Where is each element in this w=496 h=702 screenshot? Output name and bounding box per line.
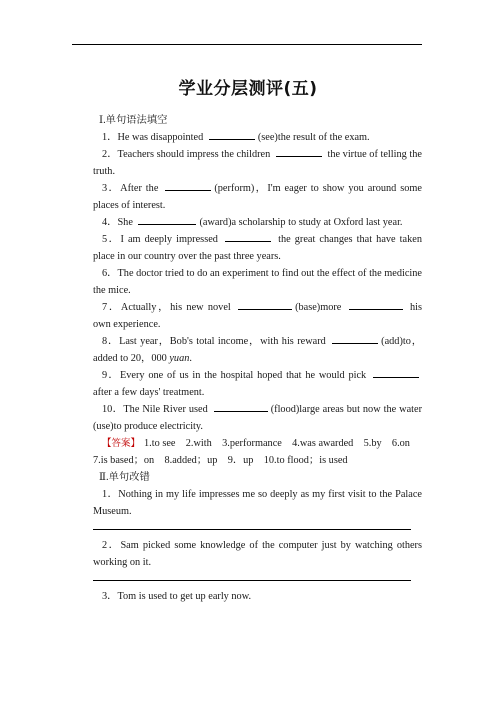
answer-line[interactable]	[93, 580, 411, 581]
section-heading-grammar: Ⅰ.单句语法填空	[99, 115, 168, 126]
answer-label: 【答案】	[102, 438, 141, 449]
question-9: 9．Every one of us in the hospital hoped that he would pick after a few days' treatment.	[93, 367, 422, 401]
answer-text: 1.to see 2.with 3.performance 4.was awarded 5.by 6.on 7.is based；on 8.added；up 9．up 10.to flood；is used	[93, 438, 421, 466]
question-3: 3．After the (perform)，I'm eager to show you around some places of interest.	[93, 180, 422, 214]
answer-blank[interactable]	[276, 146, 322, 157]
answer-blank[interactable]	[214, 401, 268, 412]
question-5: 5．I am deeply impressed the great changes that have taken place in our country over the past three years.	[93, 231, 422, 265]
document-body	[93, 112, 422, 605]
correction-question-3: 3．Tom is used to get up early now.	[102, 591, 252, 602]
answer-line[interactable]	[93, 529, 411, 530]
header-rule	[72, 44, 422, 45]
correction-question-2: 2．Sam picked some knowledge of the computer just by watching others working on it.	[93, 540, 422, 568]
page-title: 学业分层测评(五)	[178, 79, 318, 99]
answer-blank[interactable]	[165, 180, 211, 191]
answer-blank[interactable]	[238, 299, 292, 310]
section-heading-correction: Ⅱ.单句改错	[99, 472, 150, 483]
question-4: 4．She (award)a scholarship to study at Oxford last year.	[93, 214, 422, 231]
question-6: 6．The doctor tried to do an experiment to find out the effect of the medicine the mice.	[93, 268, 422, 296]
answer-blank[interactable]	[332, 333, 378, 344]
answer-blank[interactable]	[373, 367, 419, 378]
answer-key	[93, 435, 422, 469]
correction-question-1: 1．Nothing in my life impresses me so deeply as my first visit to the Palace Museum.	[93, 489, 422, 517]
answer-blank[interactable]	[138, 214, 196, 225]
answer-blank[interactable]	[209, 129, 255, 140]
answer-blank[interactable]	[225, 231, 271, 242]
question-1: 1．He was disappointed (see)the result of the exam.	[93, 129, 422, 146]
question-7: 7．Actually，his new novel (base)more his own experience.	[93, 299, 422, 333]
question-10: 10．The Nile River used (flood)large areas but now the water (use)to produce electricity.	[93, 401, 422, 435]
question-2: 2．Teachers should impress the children the virtue of telling the truth.	[93, 146, 422, 180]
question-8: 8．Last year，Bob's total income，with his reward (add)to，added to 20，000 yuan.	[93, 333, 422, 367]
answer-blank[interactable]	[349, 299, 403, 310]
